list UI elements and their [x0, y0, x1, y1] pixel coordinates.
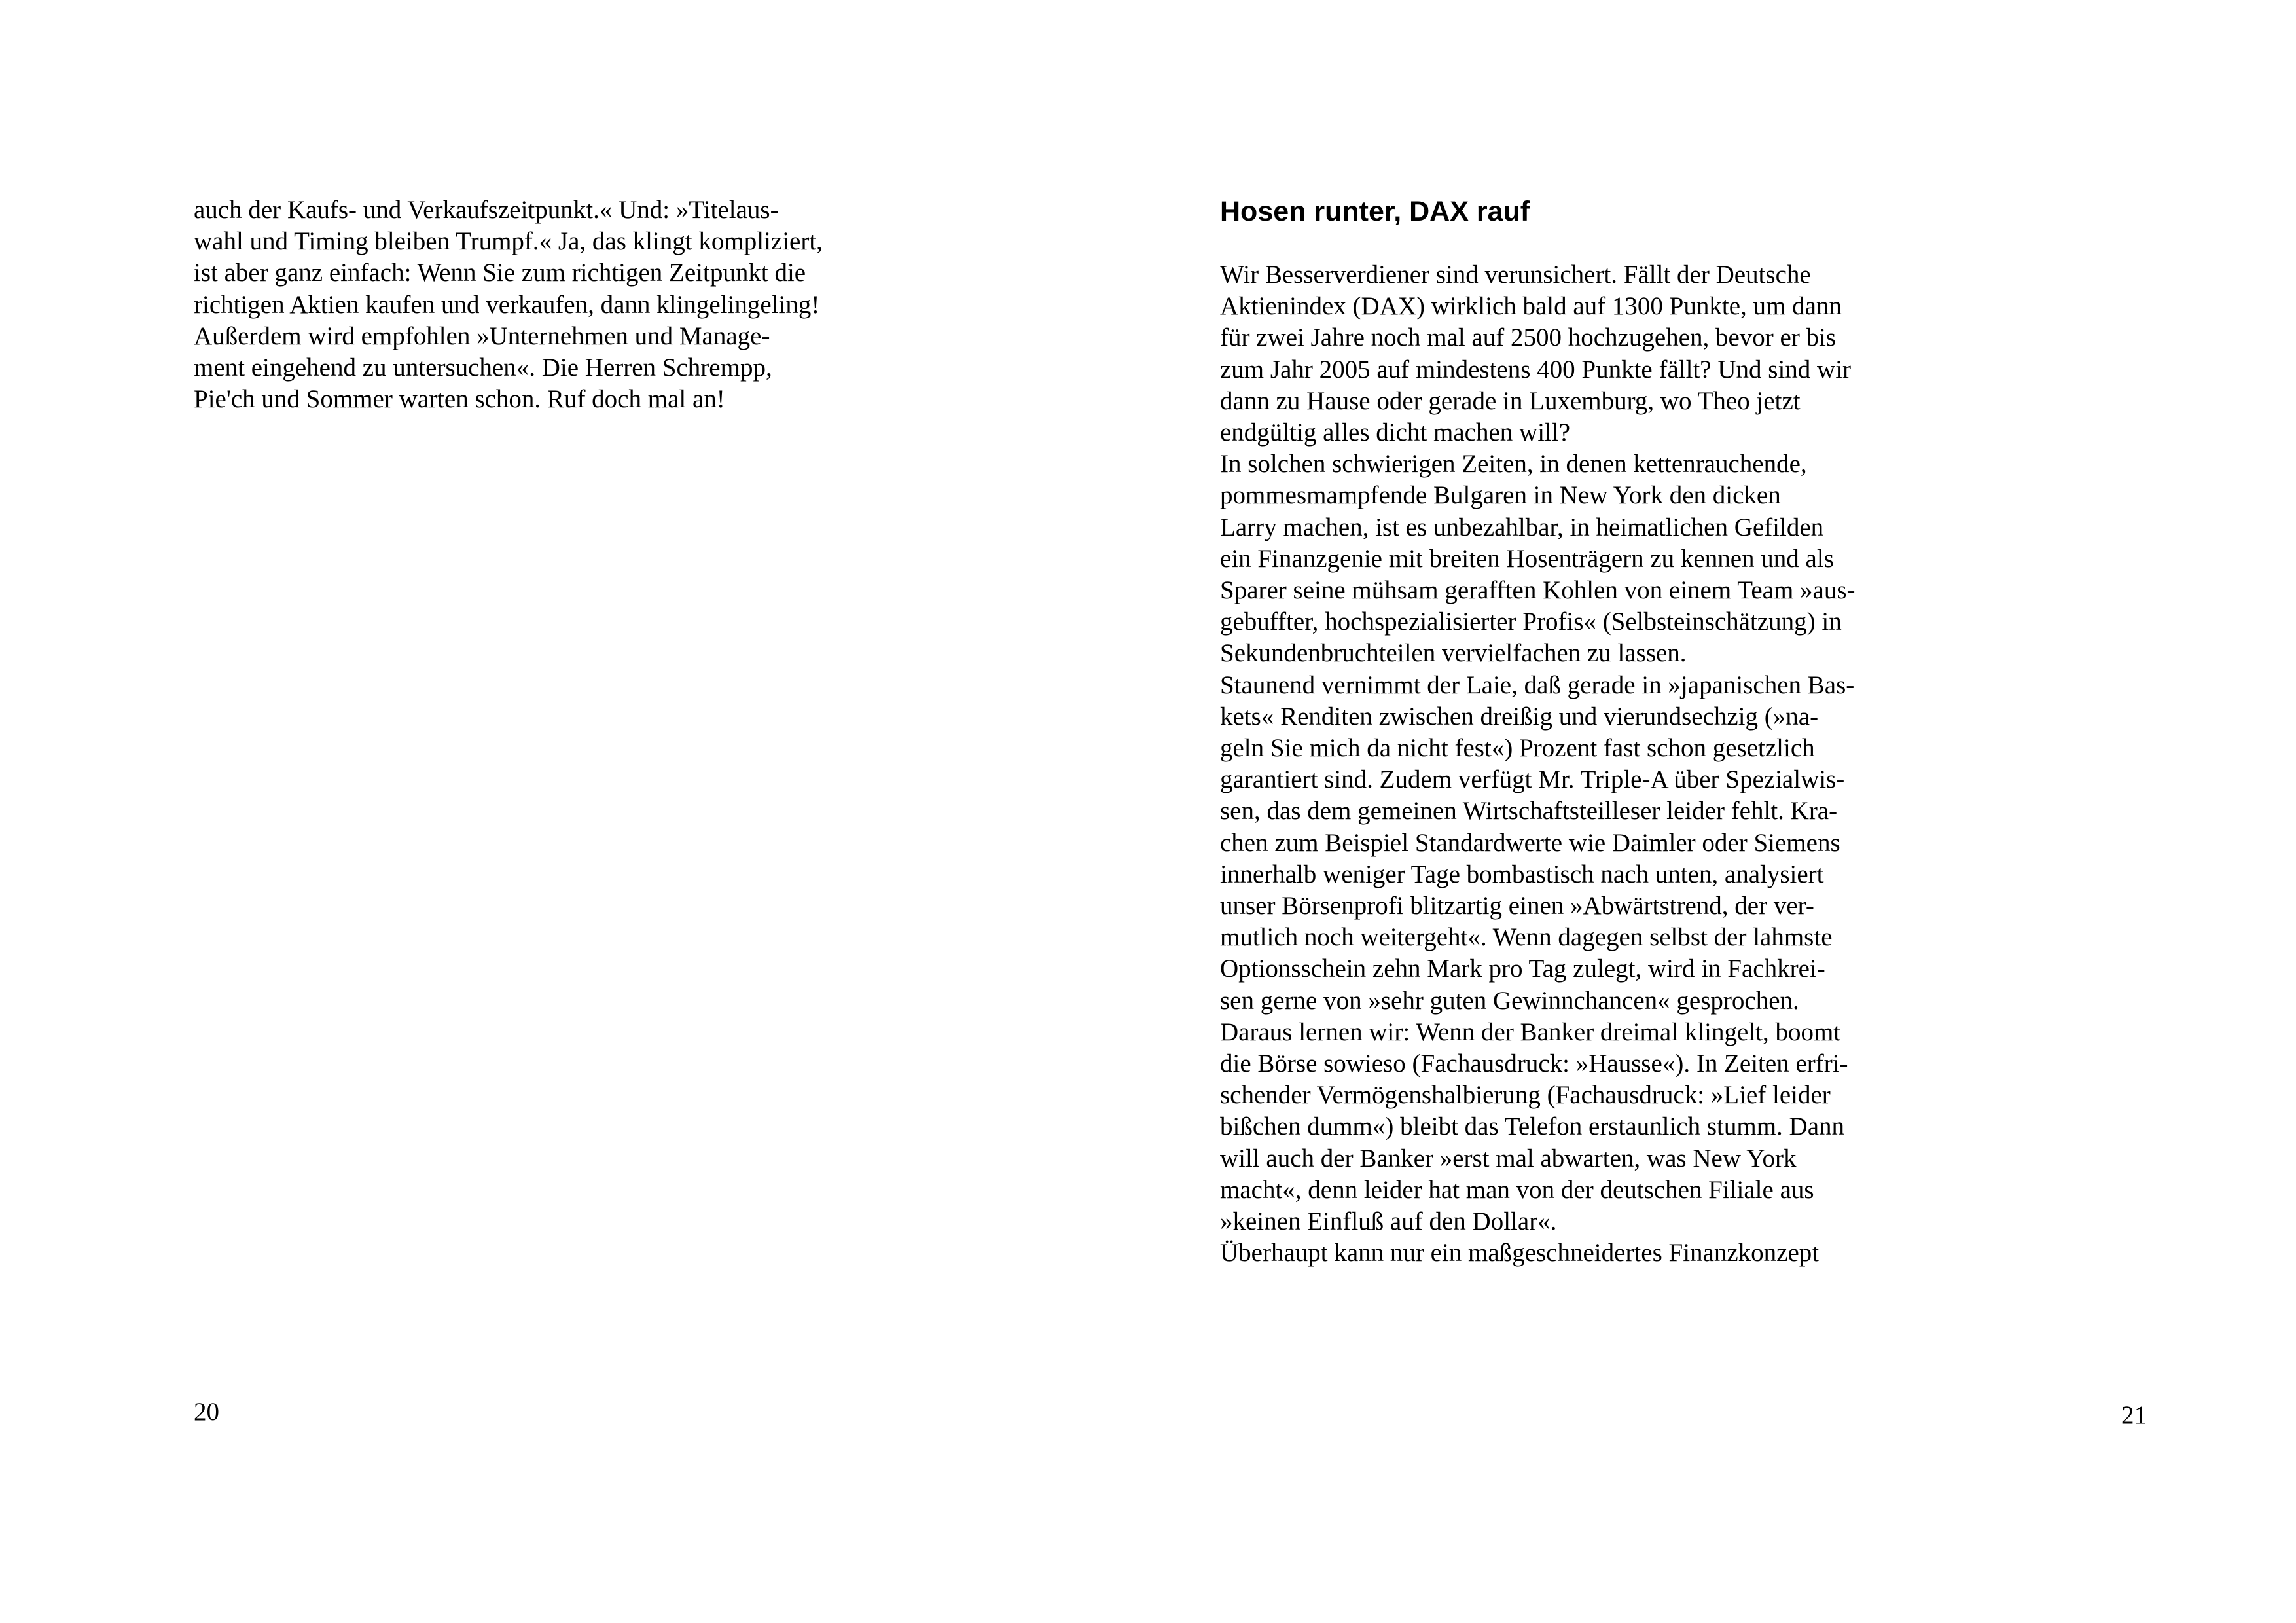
text-line: sen gerne von »sehr guten Gewinnchancen« gesprochen. — [1220, 986, 1799, 1015]
text-line: »keinen Einfluß auf den Dollar«. — [1220, 1207, 1557, 1236]
text-line: Optionsschein zehn Mark pro Tag zulegt, wird in Fachkrei- — [1220, 955, 1825, 983]
text-line: unser Börsenprofi blitzartig einen »Abwärtstrend, der ver- — [1220, 892, 1814, 921]
chapter-heading: Hosen runter, DAX rauf — [1220, 196, 1530, 227]
right-page-body — [1220, 259, 1856, 1269]
text-line: auch der Kaufs- und Verkaufszeitpunkt.« Und: »Titelaus- — [194, 196, 779, 224]
text-line: Sparer seine mühsam gerafften Kohlen von einem Team »aus- — [1220, 576, 1856, 605]
text-line: Wir Besserverdiener sind verunsichert. Fällt der Deutsche — [1220, 261, 1811, 289]
page-number-right: 21 — [2121, 1401, 2147, 1429]
text-line: innerhalb weniger Tage bombastisch nach unten, analysiert — [1220, 860, 1824, 888]
text-line: endgültig alles dicht machen will? — [1220, 418, 1571, 447]
text-line: für zwei Jahre noch mal auf 2500 hochzugehen, bevor er bis — [1220, 323, 1837, 352]
text-line: gebuffter, hochspezialisierter Profis« (Selbsteinschätzung) in — [1220, 608, 1842, 636]
text-line: kets« Renditen zwischen dreißig und vierundsechzig (»na- — [1220, 702, 1819, 731]
text-line: garantiert sind. Zudem verfügt Mr. Triple-A über Spezialwis- — [1220, 765, 1845, 794]
page-number-left: 20 — [194, 1398, 219, 1426]
text-line: die Börse sowieso (Fachausdruck: »Hausse«). In Zeiten erfri- — [1220, 1049, 1848, 1078]
text-line: wahl und Timing bleiben Trumpf.« Ja, das klingt kompliziert, — [194, 227, 823, 256]
text-line: pommesmampfende Bulgaren in New York den dicken — [1220, 481, 1781, 510]
text-line: Außerdem wird empfohlen »Unternehmen und Manage- — [194, 321, 770, 350]
text-line: mutlich noch weitergeht«. Wenn dagegen selbst der lahmste — [1220, 923, 1833, 952]
text-line: will auch der Banker »erst mal abwarten, was New York — [1220, 1144, 1797, 1173]
text-line: Sekundenbruchteilen vervielfachen zu lassen. — [1220, 639, 1687, 668]
text-line: richtigen Aktien kaufen und verkaufen, dann klingelingeling! — [194, 290, 820, 319]
text-line: zum Jahr 2005 auf mindestens 400 Punkte fällt? Und sind wir — [1220, 355, 1852, 384]
right-page — [1148, 0, 2296, 1623]
text-line: schender Vermögenshalbierung (Fachausdruck: »Lief leider — [1220, 1081, 1831, 1110]
text-line: chen zum Beispiel Standardwerte wie Daimler oder Siemens — [1220, 828, 1840, 857]
text-line: In solchen schwierigen Zeiten, in denen kettenrauchende, — [1220, 450, 1807, 479]
text-line: geln Sie mich da nicht fest«) Prozent fast schon gesetzlich — [1220, 734, 1815, 763]
left-page-body — [194, 194, 823, 415]
text-line: Überhaupt kann nur ein maßgeschneidertes Finanzkonzept — [1220, 1239, 1820, 1267]
text-line: Larry machen, ist es unbezahlbar, in heimatlichen Gefilden — [1220, 513, 1824, 541]
text-line: ment eingehend zu untersuchen«. Die Herren Schrempp, — [194, 354, 772, 382]
text-line: Staunend vernimmt der Laie, daß gerade in »japanischen Bas- — [1220, 670, 1855, 699]
text-line: dann zu Hause oder gerade in Luxemburg, wo Theo jetzt — [1220, 386, 1801, 415]
text-line: Daraus lernen wir: Wenn der Banker dreimal klingelt, boomt — [1220, 1017, 1841, 1046]
text-line: ein Finanzgenie mit breiten Hosenträgern zu kennen und als — [1220, 544, 1834, 573]
text-line: Aktienindex (DAX) wirklich bald auf 1300 Punkte, um dann — [1220, 292, 1842, 321]
text-line: ist aber ganz einfach: Wenn Sie zum richtigen Zeitpunkt die — [194, 259, 806, 287]
text-line: Pie'ch und Sommer warten schon. Ruf doch mal an! — [194, 385, 725, 414]
text-line: macht«, denn leider hat man von der deutschen Filiale aus — [1220, 1175, 1814, 1204]
text-line: sen, das dem gemeinen Wirtschaftsteilleser leider fehlt. Kra- — [1220, 797, 1838, 826]
text-line: bißchen dumm«) bleibt das Telefon erstaunlich stumm. Dann — [1220, 1112, 1845, 1141]
